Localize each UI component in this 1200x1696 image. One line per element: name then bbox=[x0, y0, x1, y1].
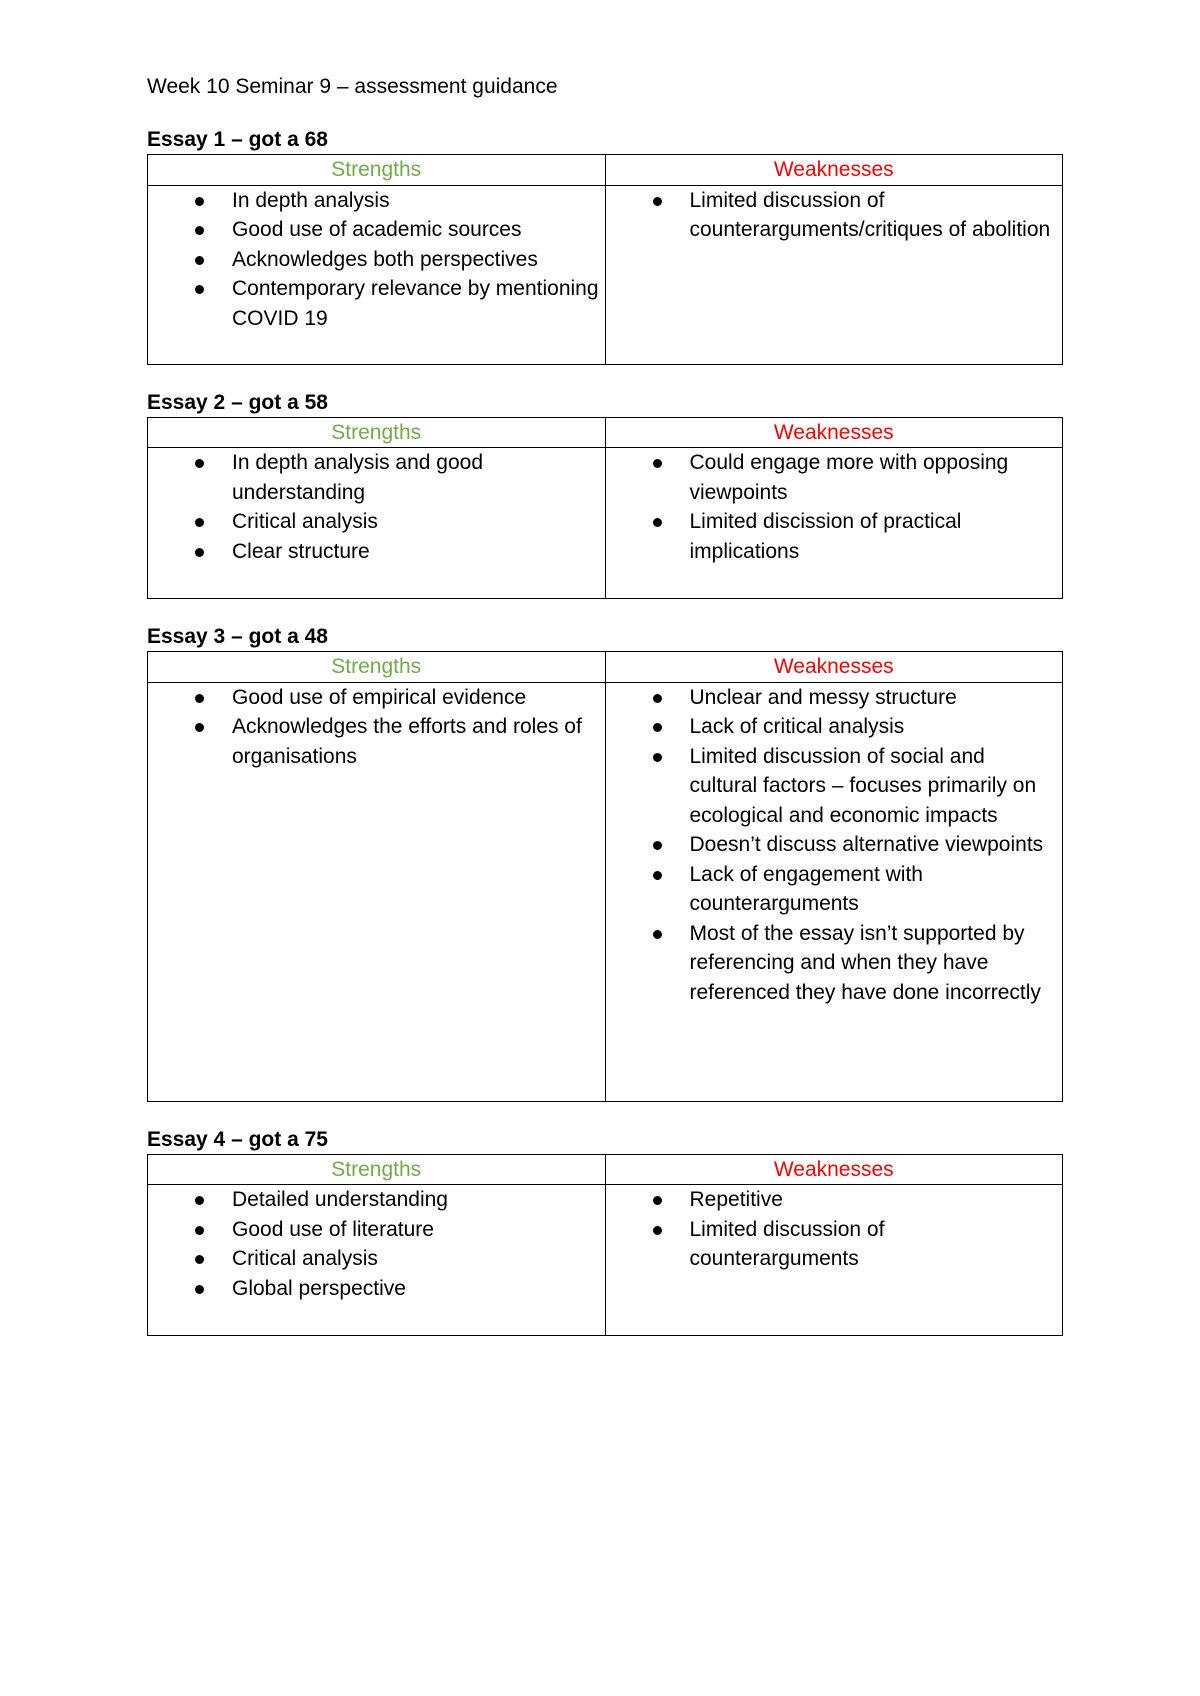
weaknesses-list bbox=[606, 448, 1059, 566]
strength-text: Acknowledges the efforts and roles of organisations bbox=[232, 715, 582, 768]
feedback-table bbox=[147, 1154, 1063, 1337]
weakness-text: Limited discussion of social and cultural factors – focuses primarily on ecological and economic impacts bbox=[689, 744, 1037, 827]
strength-text: Critical analysis bbox=[232, 510, 378, 533]
strengths-list bbox=[148, 1185, 601, 1303]
strengths-header: Strengths bbox=[148, 417, 606, 448]
bullet-icon bbox=[653, 459, 662, 468]
feedback-table bbox=[147, 417, 1063, 600]
bullet-icon bbox=[653, 723, 662, 732]
bullet-icon bbox=[653, 1196, 662, 1205]
weakness-text: Lack of engagement with counterarguments bbox=[689, 862, 923, 915]
strengths-list bbox=[148, 683, 601, 772]
bullet-icon bbox=[653, 518, 662, 527]
bullet-icon bbox=[653, 930, 662, 939]
feedback-table bbox=[147, 154, 1063, 365]
weaknesses-header: Weaknesses bbox=[605, 1154, 1063, 1185]
bullet-icon bbox=[195, 1226, 204, 1235]
strength-text: Good use of academic sources bbox=[232, 218, 522, 241]
bullet-icon bbox=[653, 841, 662, 850]
document-title: Week 10 Seminar 9 – assessment guidance bbox=[147, 75, 558, 98]
feedback-header-row bbox=[148, 1154, 1063, 1185]
bullet-icon bbox=[653, 197, 662, 206]
weaknesses-header: Weaknesses bbox=[605, 417, 1063, 448]
bullet-icon bbox=[195, 459, 204, 468]
strength-text: In depth analysis and good understanding bbox=[232, 451, 484, 504]
strength-item bbox=[148, 186, 601, 216]
bullet-icon bbox=[653, 871, 662, 880]
feedback-header-row bbox=[148, 155, 1063, 186]
essay-heading: Essay 4 – got a 75 bbox=[147, 1127, 328, 1151]
strengths-cell bbox=[148, 682, 606, 1101]
weaknesses-cell bbox=[605, 185, 1063, 364]
weakness-item bbox=[606, 742, 1059, 831]
weaknesses-list bbox=[606, 683, 1059, 1008]
strength-text: Critical analysis bbox=[232, 1247, 378, 1270]
weakness-item bbox=[606, 860, 1059, 919]
weaknesses-cell bbox=[605, 682, 1063, 1101]
weakness-text: Unclear and messy structure bbox=[689, 685, 957, 709]
bullet-icon bbox=[195, 256, 204, 265]
weaknesses-cell bbox=[605, 1185, 1063, 1336]
essay-heading: Essay 3 – got a 48 bbox=[147, 625, 328, 648]
strength-text: Acknowledges both perspectives bbox=[232, 247, 538, 271]
strength-text: In depth analysis bbox=[232, 188, 390, 212]
bullet-icon bbox=[653, 753, 662, 762]
weakness-item bbox=[606, 712, 1059, 742]
strength-text: Global perspective bbox=[232, 1276, 406, 1300]
weakness-item bbox=[606, 1185, 1059, 1215]
bullet-icon bbox=[195, 548, 204, 557]
strength-item bbox=[148, 1244, 601, 1274]
weakness-item bbox=[606, 683, 1059, 713]
strengths-cell bbox=[148, 185, 606, 364]
strength-text: Good use of empirical evidence bbox=[232, 685, 527, 709]
weakness-text: Repetitive bbox=[689, 1188, 783, 1211]
strength-text: Contemporary relevance by mentioning COVID 19 bbox=[232, 277, 599, 330]
strength-text: Good use of literature bbox=[232, 1217, 434, 1241]
weakness-text: Limited discussion of counterarguments/critiques of abolition bbox=[689, 188, 1051, 241]
strengths-cell bbox=[148, 1185, 606, 1336]
document-page bbox=[147, 72, 1063, 1360]
feedback-header-row bbox=[148, 417, 1063, 448]
strength-text: Detailed understanding bbox=[232, 1188, 448, 1211]
bullet-icon bbox=[195, 226, 204, 235]
weakness-text: Doesn’t discuss alternative viewpoints bbox=[689, 833, 1044, 856]
essay-section bbox=[147, 623, 1063, 1102]
strengths-header: Strengths bbox=[148, 1154, 606, 1185]
essay-section bbox=[147, 1126, 1063, 1337]
weakness-text: Most of the essay isn’t supported by referencing and when they have referenced they have done incorrectly bbox=[689, 921, 1041, 1004]
strengths-header: Strengths bbox=[148, 652, 606, 683]
bullet-icon bbox=[195, 1196, 204, 1205]
bullet-icon bbox=[195, 723, 204, 732]
weaknesses-cell bbox=[605, 448, 1063, 599]
feedback-body-row bbox=[148, 185, 1063, 364]
essay-section bbox=[147, 389, 1063, 600]
feedback-body-row bbox=[148, 682, 1063, 1101]
weakness-item bbox=[606, 507, 1059, 566]
strength-item bbox=[148, 683, 601, 713]
strengths-list bbox=[148, 448, 601, 566]
weakness-item bbox=[606, 1215, 1059, 1274]
strength-item bbox=[148, 507, 601, 537]
strength-item bbox=[148, 245, 601, 275]
strength-item bbox=[148, 712, 601, 771]
feedback-table bbox=[147, 651, 1063, 1102]
essay-heading: Essay 1 – got a 68 bbox=[147, 128, 328, 151]
weakness-item bbox=[606, 830, 1059, 860]
strength-item bbox=[148, 215, 601, 245]
bullet-icon bbox=[195, 694, 204, 703]
bullet-icon bbox=[653, 1226, 662, 1235]
weakness-text: Could engage more with opposing viewpoints bbox=[689, 451, 1009, 504]
weakness-text: Limited discission of practical implications bbox=[689, 510, 962, 563]
weakness-text: Limited discussion of counterarguments bbox=[689, 1217, 885, 1270]
bullet-icon bbox=[195, 518, 204, 527]
weakness-item bbox=[606, 186, 1059, 245]
weakness-text: Lack of critical analysis bbox=[689, 715, 905, 738]
strengths-list bbox=[148, 186, 601, 334]
strength-item bbox=[148, 448, 601, 507]
weaknesses-list bbox=[606, 1185, 1059, 1274]
feedback-header-row bbox=[148, 652, 1063, 683]
strengths-cell bbox=[148, 448, 606, 599]
essay-heading: Essay 2 – got a 58 bbox=[147, 390, 328, 414]
bullet-icon bbox=[195, 1255, 204, 1264]
strength-item bbox=[148, 1185, 601, 1215]
feedback-body-row bbox=[148, 1185, 1063, 1336]
bullet-icon bbox=[195, 1285, 204, 1294]
bullet-icon bbox=[653, 694, 662, 703]
strength-text: Clear structure bbox=[232, 539, 370, 563]
strengths-header: Strengths bbox=[148, 155, 606, 186]
bullet-icon bbox=[195, 285, 204, 294]
strength-item bbox=[148, 1274, 601, 1304]
weaknesses-header: Weaknesses bbox=[605, 155, 1063, 186]
strength-item bbox=[148, 274, 601, 333]
weakness-item bbox=[606, 919, 1059, 1008]
essay-section bbox=[147, 126, 1063, 365]
strength-item bbox=[148, 1215, 601, 1245]
weaknesses-list bbox=[606, 186, 1059, 245]
bullet-icon bbox=[195, 197, 204, 206]
weaknesses-header: Weaknesses bbox=[605, 652, 1063, 683]
weakness-item bbox=[606, 448, 1059, 507]
strength-item bbox=[148, 537, 601, 567]
feedback-body-row bbox=[148, 448, 1063, 599]
